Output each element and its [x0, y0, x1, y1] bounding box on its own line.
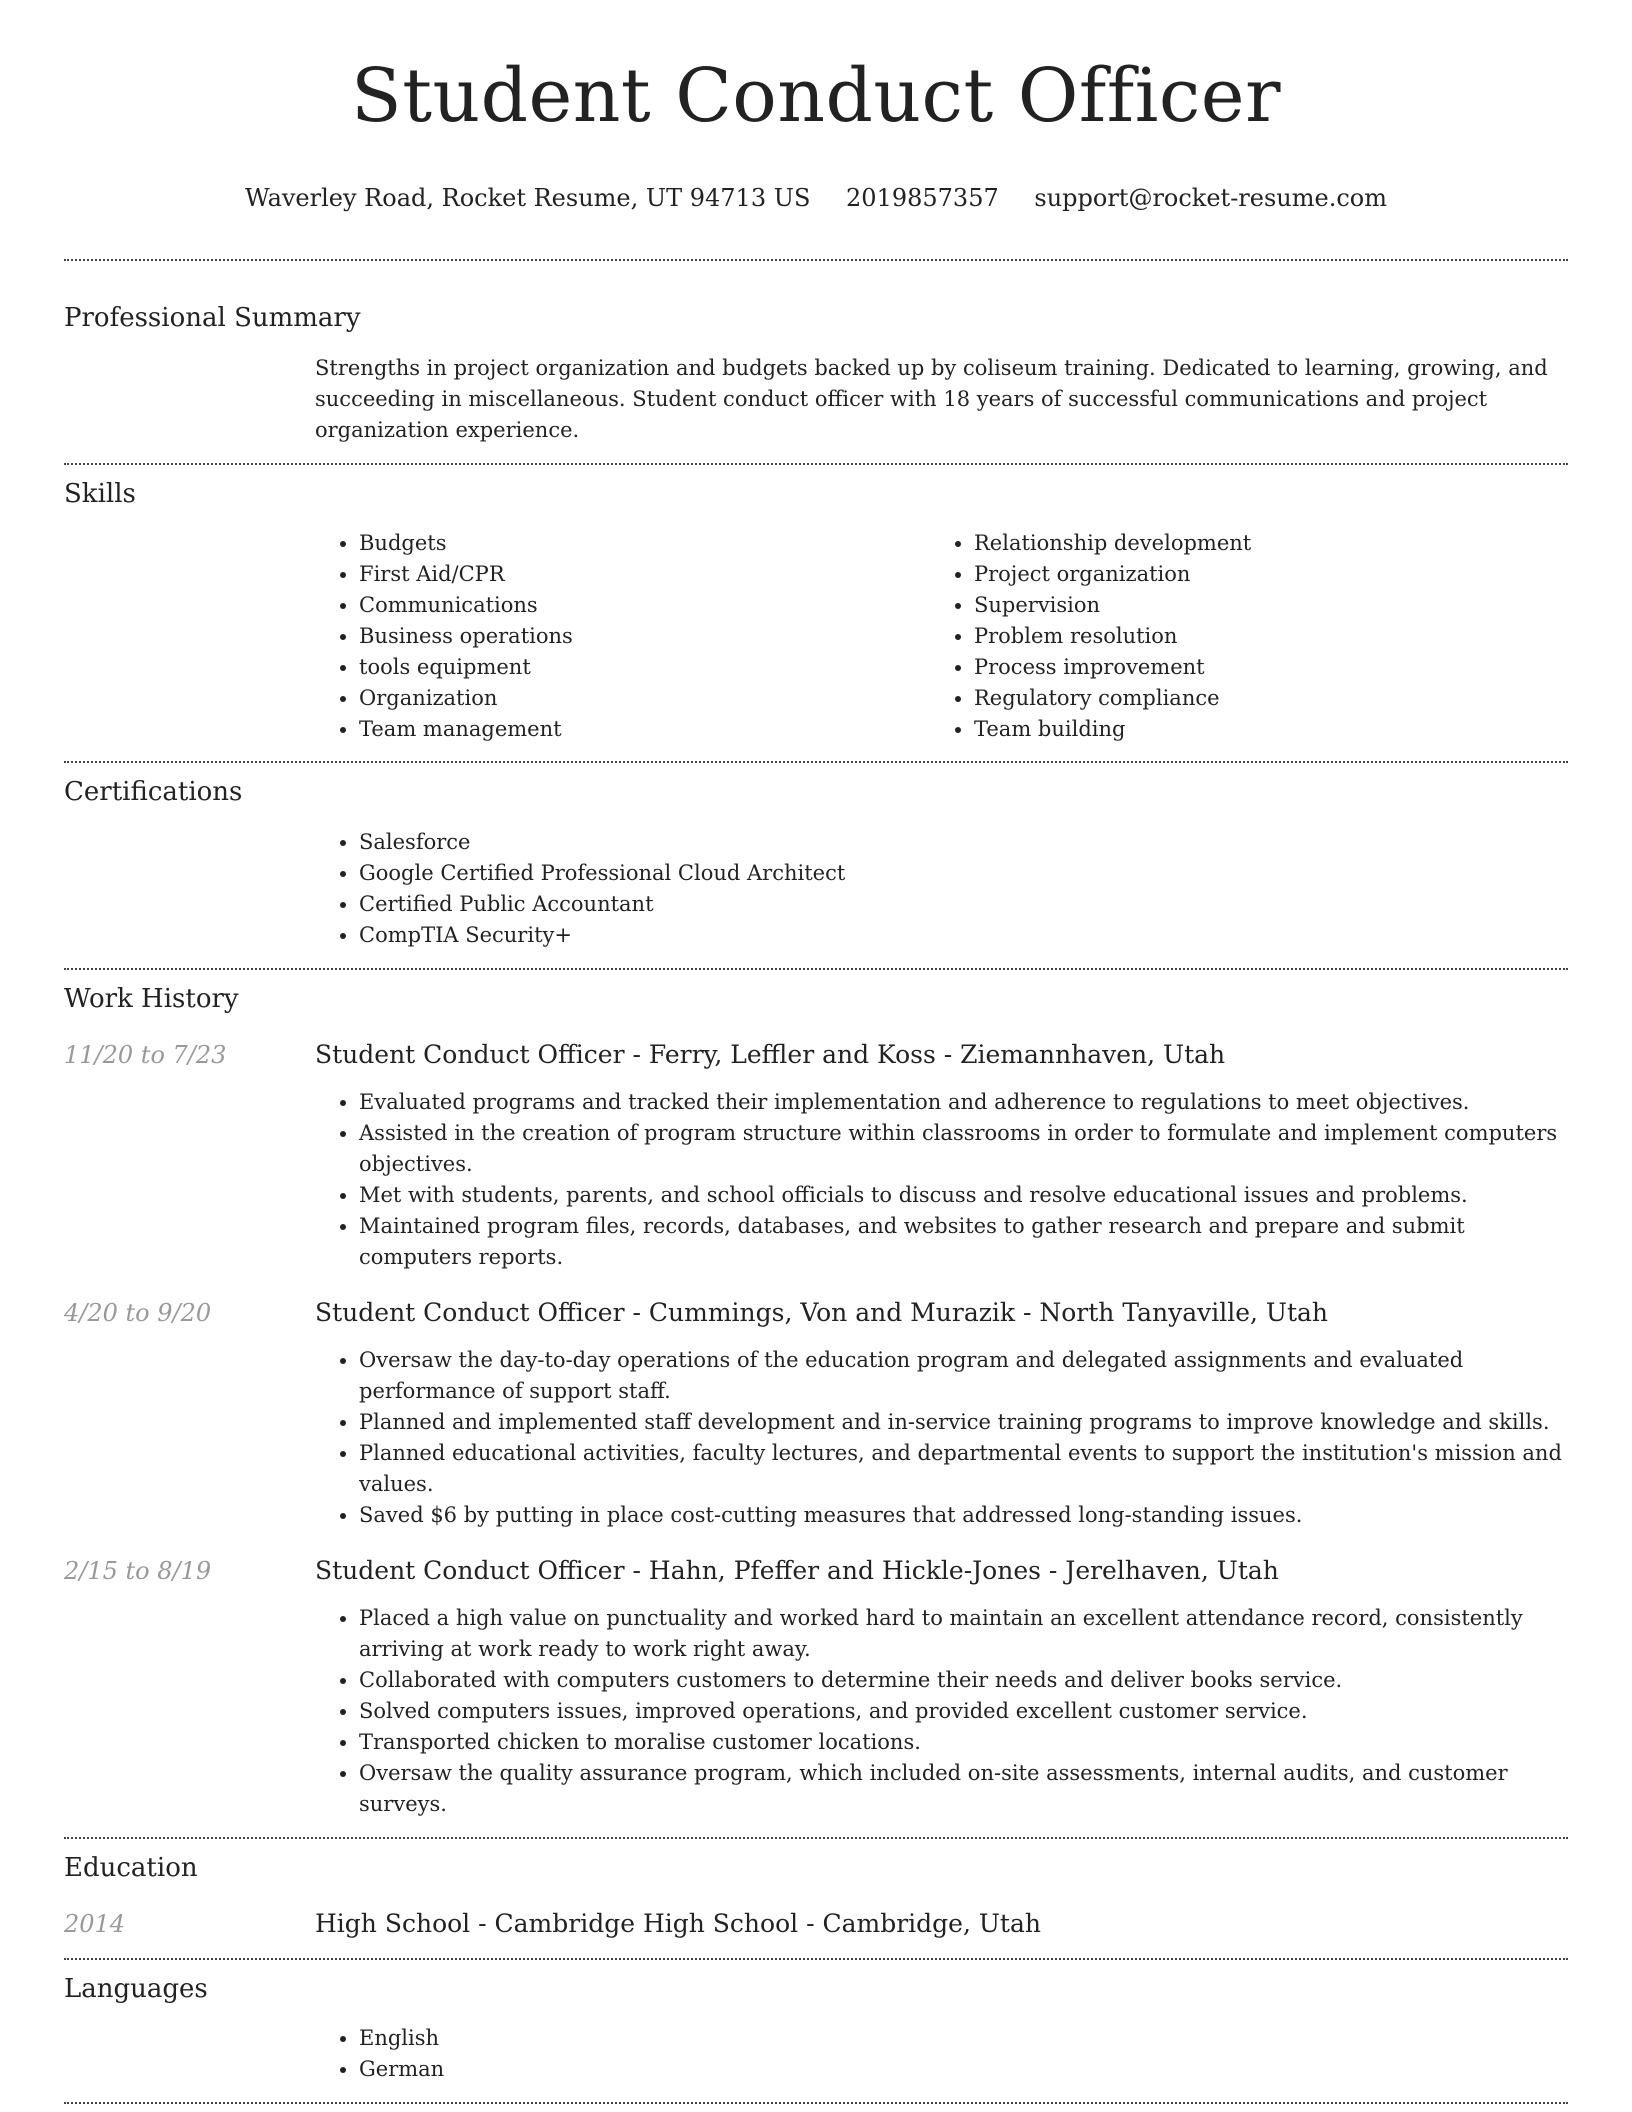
job-bullet: • Saved $6 by putting in place cost-cutting measures that addressed long-standing issues.	[359, 1500, 1568, 1531]
certification-item: • CompTIA Security+	[359, 920, 1568, 951]
section-title-summary: Professional Summary	[64, 303, 361, 333]
job-bullets	[315, 1345, 1568, 1531]
divider	[64, 2102, 1568, 2104]
skills-columns	[315, 528, 1568, 745]
job-bullet: • Solved computers issues, improved operations, and provided excellent customer service.	[359, 1696, 1568, 1727]
job-bullet: • Met with students, parents, and school officials to discuss and resolve educational issues and problems.	[359, 1180, 1568, 1211]
skill-item: • Problem resolution	[974, 621, 1545, 652]
job-entry	[64, 1037, 1568, 1273]
job-bullet: • Maintained program files, records, databases, and websites to gather research and prepare and submit computers reports.	[359, 1211, 1568, 1273]
contact-address: Waverley Road, Rocket Resume, UT 94713 US	[244, 184, 811, 212]
job-bullet: • Oversaw the quality assurance program, which included on-site assessments, internal audits, and customer surveys.	[359, 1758, 1568, 1820]
certification-item: • Salesforce	[359, 827, 1568, 858]
job-title: Student Conduct Officer - Cummings, Von and Murazik - North Tanyaville, Utah	[315, 1298, 1329, 1327]
skill-item: • tools equipment	[359, 652, 930, 683]
job-date: 2/15 to 8/19	[64, 1557, 212, 1585]
skill-item: • Team management	[359, 714, 930, 745]
skills-left-column	[315, 528, 930, 745]
languages-list	[315, 2023, 1568, 2085]
job-bullet: • Planned and implemented staff development and in-service training programs to improve knowledge and skills.	[359, 1407, 1568, 1438]
job-header	[64, 1295, 1568, 1331]
certifications-list	[315, 827, 1568, 951]
job-bullet: • Oversaw the day-to-day operations of the education program and delegated assignments and evaluated performance of support staff.	[359, 1345, 1568, 1407]
education-title: High School - Cambridge High School - Cambridge, Utah	[315, 1909, 1041, 1938]
divider	[64, 259, 1568, 261]
skill-item: • Communications	[359, 590, 930, 621]
skill-item: • Project organization	[974, 559, 1545, 590]
contact-phone: 2019857357	[846, 184, 999, 212]
education-entry	[64, 1906, 1568, 1942]
language-item: • English	[359, 2023, 1568, 2054]
job-bullet: • Planned educational activities, faculty lectures, and departmental events to support the institution's mission and values.	[359, 1438, 1568, 1500]
job-entry	[64, 1553, 1568, 1820]
job-bullet: • Evaluated programs and tracked their implementation and adherence to regulations to meet objectives.	[359, 1087, 1568, 1118]
section-title-certifications: Certifications	[64, 777, 243, 807]
summary-text: Strengths in project organization and budgets backed up by coliseum training. Dedicated to learning, growing, and succeeding in miscellaneous. Student conduct officer with 18 years of successful communications and project organization experience.	[315, 356, 1548, 442]
job-bullet: • Transported chicken to moralise customer locations.	[359, 1727, 1568, 1758]
job-date: 11/20 to 7/23	[64, 1041, 227, 1069]
skill-item: • Business operations	[359, 621, 930, 652]
job-bullets	[315, 1603, 1568, 1820]
contact-line	[64, 180, 1568, 216]
skill-item: • Process improvement	[974, 652, 1545, 683]
certification-item: • Google Certified Professional Cloud Architect	[359, 858, 1568, 889]
job-bullet: • Collaborated with computers customers to determine their needs and deliver books service.	[359, 1665, 1568, 1696]
section-title-languages: Languages	[64, 1974, 208, 2004]
education-date: 2014	[64, 1910, 126, 1938]
certification-item: • Certified Public Accountant	[359, 889, 1568, 920]
skill-item: • Regulatory compliance	[974, 683, 1545, 714]
skill-item: • Relationship development	[974, 528, 1545, 559]
job-header	[64, 1037, 1568, 1073]
skill-item: • Organization	[359, 683, 930, 714]
skill-item: • Team building	[974, 714, 1545, 745]
language-item: • German	[359, 2054, 1568, 2085]
job-title: Student Conduct Officer - Ferry, Leffler and Koss - Ziemannhaven, Utah	[315, 1040, 1226, 1069]
resume-title: Student Conduct Officer	[351, 53, 1281, 139]
skill-item: • First Aid/CPR	[359, 559, 930, 590]
skills-right-column	[930, 528, 1545, 745]
section-title-skills: Skills	[64, 479, 136, 509]
job-bullet: • Placed a high value on punctuality and worked hard to maintain an excellent attendance record, consistently arriving at work ready to work right away.	[359, 1603, 1568, 1665]
job-entry	[64, 1295, 1568, 1531]
divider	[64, 761, 1568, 763]
resume-page	[64, 0, 1568, 2104]
job-title: Student Conduct Officer - Hahn, Pfeffer and Hickle-Jones - Jerelhaven, Utah	[315, 1556, 1279, 1585]
divider	[64, 463, 1568, 465]
divider	[64, 968, 1568, 970]
skill-item: • Supervision	[974, 590, 1545, 621]
section-title-education: Education	[64, 1853, 198, 1883]
job-date: 4/20 to 9/20	[64, 1299, 212, 1327]
job-bullets	[315, 1087, 1568, 1273]
job-bullet: • Assisted in the creation of program structure within classrooms in order to formulate and implement computers objectives.	[359, 1118, 1568, 1180]
skill-item: • Budgets	[359, 528, 930, 559]
contact-email: support@rocket-resume.com	[1034, 184, 1387, 212]
section-title-work-history: Work History	[64, 984, 239, 1014]
divider	[64, 1958, 1568, 1960]
divider	[64, 1837, 1568, 1839]
job-header	[64, 1553, 1568, 1589]
